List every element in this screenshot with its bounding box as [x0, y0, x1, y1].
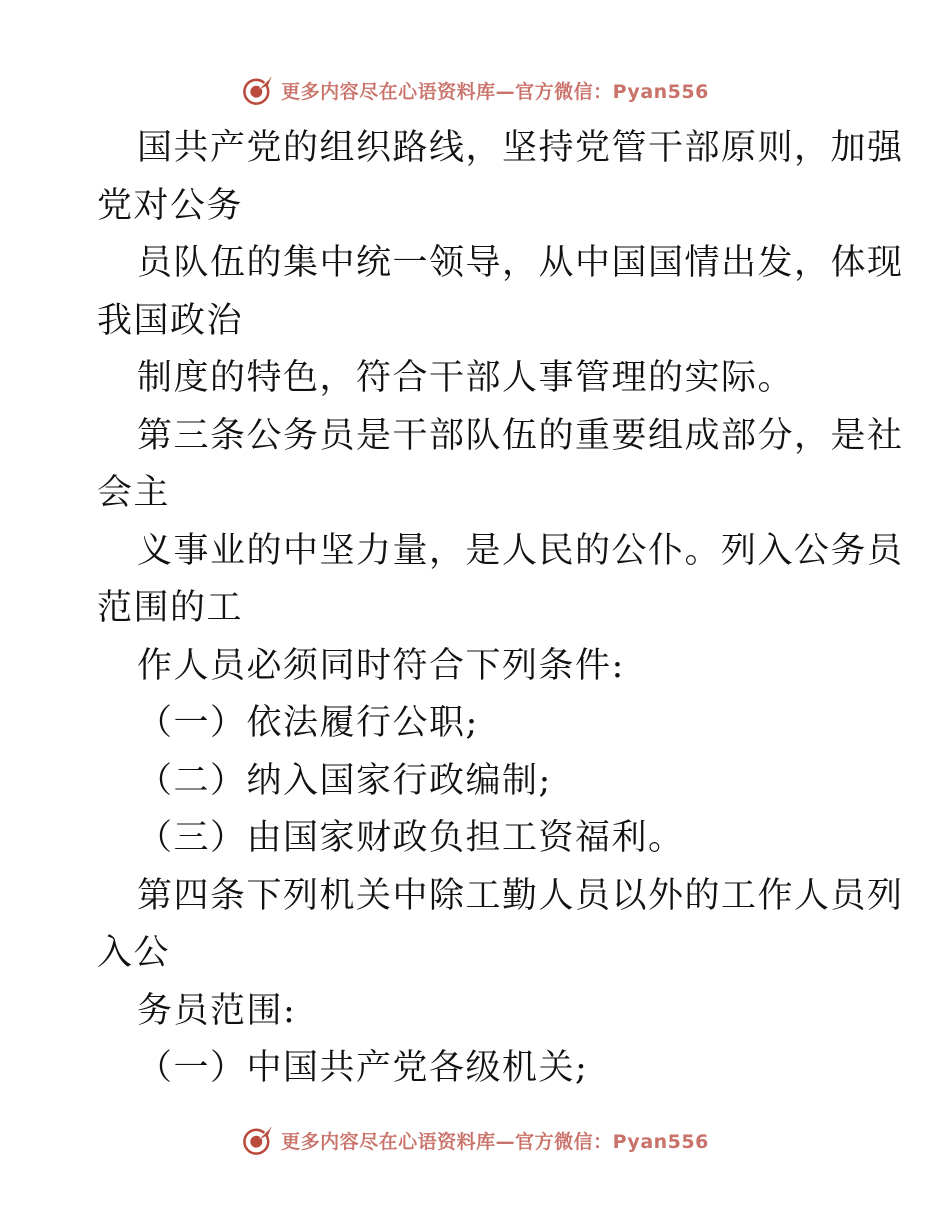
feather-logo-icon [241, 73, 275, 107]
text-line: 制度的特色，符合干部人事管理的实际。 [137, 358, 795, 398]
text-line: 员队伍的集中统一领导，从中国国情出发，体现 [137, 243, 904, 283]
feather-logo-icon [241, 1123, 275, 1157]
text-line: （一）中国共产党各级机关; [137, 1048, 589, 1088]
text-line: 范围的工 [97, 588, 244, 628]
text-line: 国共产党的组织路线，坚持党管干部原则，加强 [137, 128, 904, 168]
footer-watermark [0, 1120, 950, 1160]
header-watermark [0, 70, 950, 110]
text-line: 作人员必须同时符合下列条件: [137, 645, 625, 686]
text-line: 第四条下列机关中除工勤人员以外的工作人员列 [137, 875, 904, 916]
document-body [97, 120, 904, 1098]
text-line: 入公 [97, 933, 171, 973]
watermark-text: 更多内容尽在心语资料库—官方微信：Pyan556 [281, 80, 709, 103]
text-line: 会主 [97, 473, 171, 513]
text-line: （三）由国家财政负担工资福利。 [137, 818, 685, 858]
watermark-text: 更多内容尽在心语资料库—官方微信：Pyan556 [281, 1130, 709, 1153]
text-line: 义事业的中坚力量，是人民的公仆。列入公务员 [137, 530, 904, 571]
text-line: 党对公务 [97, 185, 244, 226]
text-line: 第三条公务员是干部队伍的重要组成部分，是社 [137, 415, 904, 456]
text-line: 务员范围: [137, 990, 297, 1031]
text-line: （二）纳入国家行政编制; [137, 760, 552, 801]
text-line: （一）依法履行公职; [137, 703, 479, 743]
text-line: 我国政治 [97, 300, 244, 341]
